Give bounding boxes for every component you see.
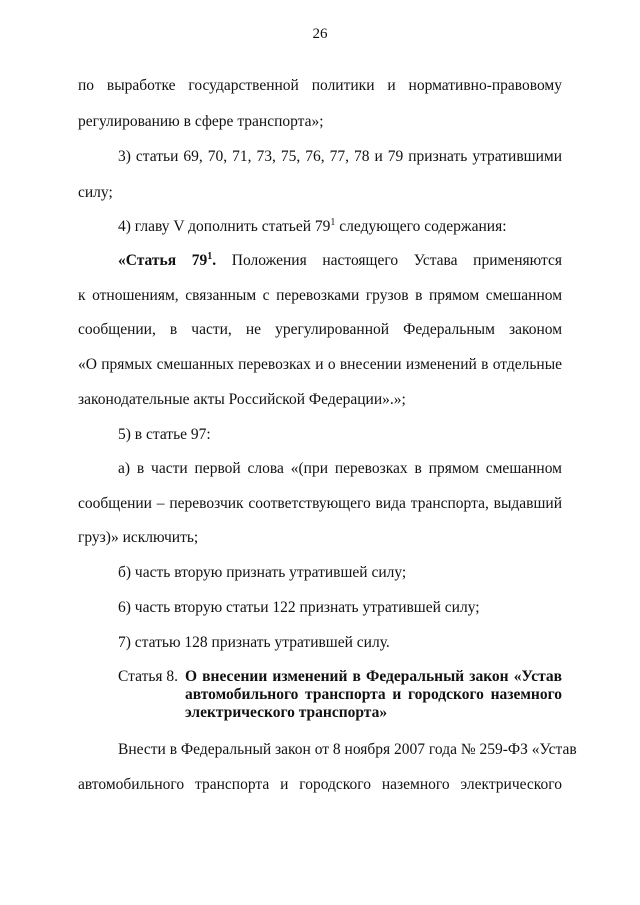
text-line: 3) статьи 69, 70, 71, 73, 75, 76, 77, 78 и 79 признать утратившими xyxy=(118,148,562,165)
text-segment: . xyxy=(212,252,217,269)
article-ref-bold: «Статья xyxy=(118,252,177,269)
text-line: Внести в Федеральный закон от 8 ноября 2007 года № 259-ФЗ «Устав xyxy=(118,741,577,758)
text-line xyxy=(118,217,562,237)
article-ref-bold xyxy=(192,252,216,269)
text-segment: 79 xyxy=(191,252,208,269)
text-line: 6) часть вторую статьи 122 признать утратившей силу; xyxy=(118,599,480,616)
text-line: силу; xyxy=(78,184,113,201)
superscript: 1 xyxy=(330,216,336,228)
text-line: а) в части первой слова «(при перевозках в прямом смешанном xyxy=(118,460,562,477)
article-label: Статья 8. xyxy=(118,668,179,685)
text-line: регулированию в сфере транспорта»; xyxy=(78,113,324,130)
text-line: к отношениям, связанным с перевозками грузов в прямом смешанном xyxy=(78,287,562,304)
text-line: сообщении, в части, не урегулированной Федеральным законом xyxy=(78,321,562,338)
text-line: автомобильного транспорта и городского наземного электрического xyxy=(78,776,562,793)
text-segment: следующего содержания: xyxy=(335,218,507,235)
text-line xyxy=(118,251,562,271)
text-line: груз)» исключить; xyxy=(78,529,199,546)
text-line: «О прямых смешанных перевозках и о внесении изменений в отдельные xyxy=(78,356,562,373)
text-line: законодательные акты Российской Федерации».»; xyxy=(78,391,406,408)
title-line: электрического транспорта» xyxy=(185,704,388,721)
text-line: сообщении – перевозчик соответствующего вида транспорта, выдавший xyxy=(78,495,562,512)
title-line: О внесении изменений в Федеральный закон «Устав xyxy=(185,668,562,685)
text-line: по выработке государственной политики и нормативно-правовому xyxy=(78,77,562,94)
page-number: 26 xyxy=(312,26,328,42)
title-line: автомобильного транспорта и городского наземного xyxy=(185,686,562,703)
text-segment: 4) главу V дополнить статьей 79 xyxy=(118,218,331,235)
superscript: 1 xyxy=(207,250,213,262)
text-line: б) часть вторую признать утратившей силу; xyxy=(118,564,407,581)
text-segment: Положения настоящего Устава применяются xyxy=(231,252,562,269)
article-title xyxy=(185,668,562,722)
text-line: 7) статью 128 признать утратившей силу. xyxy=(118,634,390,651)
text-line: 5) в статье 97: xyxy=(118,426,211,443)
